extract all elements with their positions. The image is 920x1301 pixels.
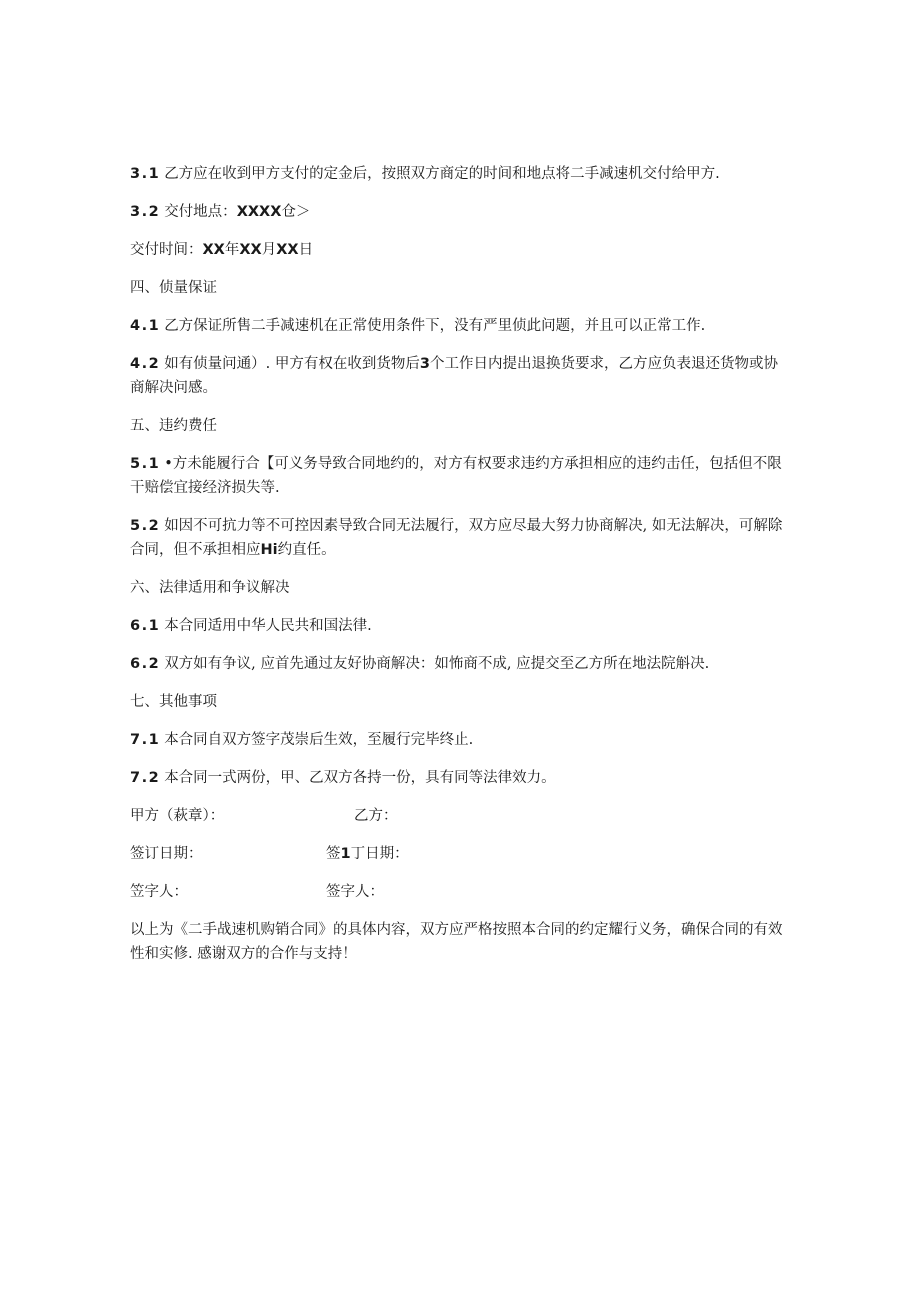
clause-text: 乙方应在收到甲方支付的定金后，按照双方商定的时间和地点将二手减速机交付给甲方. [164, 166, 720, 182]
delivery-year: XX [202, 242, 225, 258]
party-a-signer-label: 笠字人： [130, 884, 188, 900]
clause-6-1 [130, 614, 790, 638]
clause-number: 4.2 [130, 356, 161, 372]
closing-paragraph: 以上为《二手战速机购销合同》的具体内容，双方应严格按照本合同的约定耀行义务，确保合同的有效性和实修. 感谢双方的合作与支持！ [130, 922, 783, 962]
clause-number: 6.1 [130, 618, 161, 634]
days-count: 3 [419, 356, 430, 372]
clause-4-2 [130, 352, 790, 400]
clause-3-2 [130, 200, 790, 224]
section-heading-4: 四、侦量保证 [130, 280, 217, 296]
clause-6-2 [130, 652, 790, 676]
party-b-signer-label: 签字人： [326, 884, 384, 900]
clause-7-2 [130, 766, 790, 790]
section-heading-7: 七、其他事项 [130, 694, 217, 710]
clause-3-1 [130, 162, 790, 186]
clause-number: 3.2 [130, 204, 161, 220]
clause-text: 个工作日内提出退换货要求，乙方应负表退还货物或协商解决问感。 [130, 356, 778, 396]
clause-number: 5.2 [130, 518, 161, 534]
delivery-month: XX [239, 242, 262, 258]
section-heading-5: 五、违约费任 [130, 418, 217, 434]
party-b-label: 乙方： [354, 808, 398, 824]
party-a-seal-label: 甲方（萩章）： [130, 808, 225, 824]
clause-text: 本合同一式两份，甲、乙双方各持一份，具有同等法律效力。 [164, 770, 556, 786]
signature-row-party [130, 804, 790, 828]
year-unit: 年 [224, 242, 240, 258]
clause-number: 7.2 [130, 770, 161, 786]
clause-text: 双方如有争议, 应首先通过友好协商解决：如怖商不成, 应提交至乙方所在地法院斛决. [164, 656, 710, 672]
clause-7-1 [130, 728, 790, 752]
clause-5-2 [130, 514, 790, 562]
delivery-location-value: XXXX [236, 204, 282, 220]
clause-text: 仓＞ [281, 204, 311, 220]
party-a-sign-date-label: 签订日期： [130, 846, 203, 862]
clause-text: •方未能履行合【可义务导致合同地约的，对方有权要求违约方承担相应的违约击任，包括但不限干赔偿宜接经济损失等. [130, 456, 782, 496]
signature-row-signer [130, 880, 790, 904]
clause-text: 如因不可抗力等不可控因素导致合同无法履行，双方应尽最大努力协商解决, 如无法解决，可解除合同，但不承担相应 [130, 518, 783, 558]
clause-number: 6.2 [130, 656, 161, 672]
clause-number: 7.1 [130, 732, 161, 748]
clause-number: 5.1 [130, 456, 161, 472]
section-heading-6: 六、法律适用和争议解决 [130, 580, 290, 596]
clause-number: 3.1 [130, 166, 161, 182]
clause-text: 如有侦量问通）. 甲方有权在收到货物后 [164, 356, 420, 372]
day-unit: 日 [298, 242, 314, 258]
sign-date-text: 签 [326, 846, 341, 862]
clause-4-1 [130, 314, 790, 338]
party-b-sign-date-label [326, 842, 409, 866]
contract-body [130, 162, 790, 980]
month-unit: 月 [261, 242, 277, 258]
signature-row-date [130, 842, 790, 866]
sign-date-bold-fragment: 1 [340, 846, 351, 862]
clause-text: 约直任。 [277, 542, 336, 558]
clause-text: 交付地点： [164, 204, 237, 220]
clause-text: 本合同自双方签字茂崇后生效，至履行完毕终止. [164, 732, 474, 748]
clause-number: 4.1 [130, 318, 161, 334]
clause-text: 乙方保证所售二手减速机在正常使用条件下，没有严里侦此问题，并且可以正常工作. [164, 318, 706, 334]
clause-5-1 [130, 452, 790, 500]
delivery-day: XX [276, 242, 299, 258]
clause-bold-fragment: Hi [260, 542, 278, 558]
delivery-time-label: 交付时间： [130, 242, 203, 258]
clause-text: 本合同适用中华人民共和国法律. [164, 618, 372, 634]
delivery-time [130, 238, 790, 262]
sign-date-text: 丁日期： [350, 846, 409, 862]
